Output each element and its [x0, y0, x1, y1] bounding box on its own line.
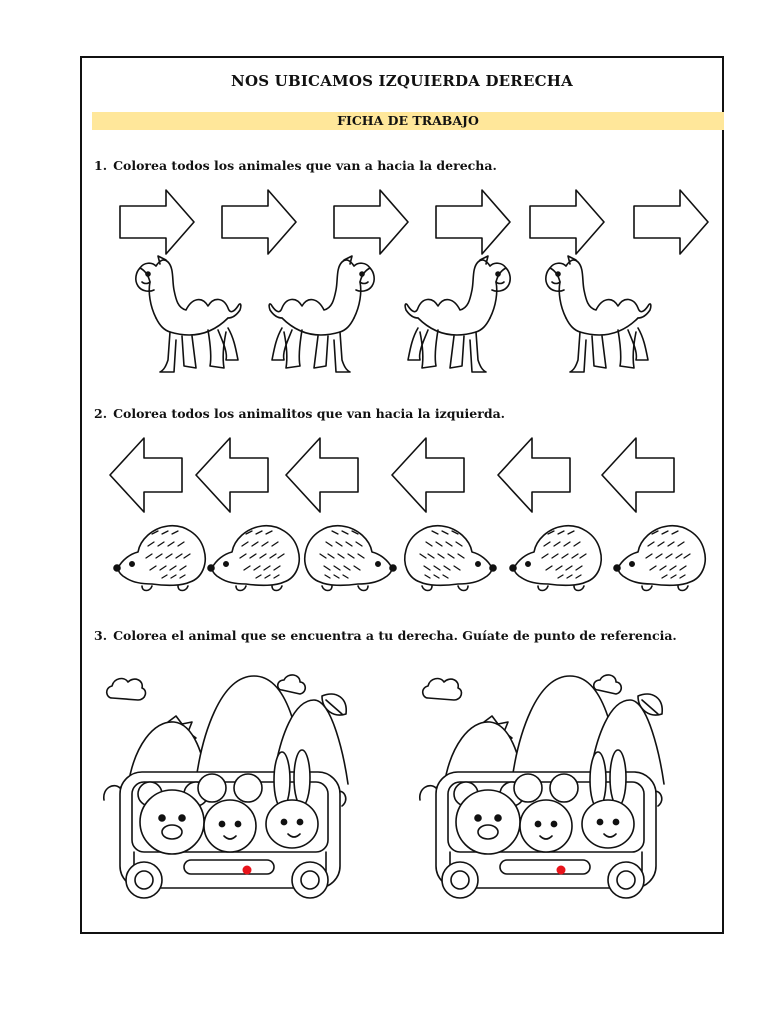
left-arrow-icon	[196, 438, 268, 512]
question-1-number: 1.	[94, 158, 108, 173]
hedgehog-icon	[510, 526, 601, 591]
hedgehog-icon	[305, 526, 396, 591]
right-arrow-icon	[222, 190, 296, 254]
camel-icon	[269, 256, 374, 372]
question-3-number: 3.	[94, 628, 108, 643]
question-3-text: Colorea el animal que se encuentra a tu derecha. Guíate de punto de referencia.	[113, 628, 677, 643]
right-arrow-icon	[530, 190, 604, 254]
right-arrow-icon	[436, 190, 510, 254]
bus-scene-right	[420, 675, 664, 898]
camel-icon	[405, 256, 510, 372]
question-2-text: Colorea todos los animalitos que van hacia la izquierda.	[113, 406, 506, 421]
left-arrow-icon	[286, 438, 358, 512]
bus-scene-left	[104, 675, 348, 898]
camel-icon	[546, 256, 651, 372]
right-arrow-icon	[120, 190, 194, 254]
camel-icon	[136, 256, 241, 372]
hedgehog-icon	[114, 526, 205, 591]
question-2-number: 2.	[94, 406, 108, 421]
left-arrow-icon	[602, 438, 674, 512]
hedgehog-icon	[614, 526, 705, 591]
reference-dot	[243, 866, 252, 875]
right-arrow-icon	[634, 190, 708, 254]
page-title: NOS UBICAMOS IZQUIERDA DERECHA	[231, 72, 573, 90]
left-arrow-icon	[392, 438, 464, 512]
left-arrow-icon	[110, 438, 182, 512]
right-arrow-icon	[334, 190, 408, 254]
hedgehog-icon	[405, 526, 496, 591]
reference-dot	[557, 866, 566, 875]
question-1-text: Colorea todos los animales que van a hacia la derecha.	[113, 158, 497, 173]
hedgehog-icon	[208, 526, 299, 591]
worksheet-banner: FICHA DE TRABAJO	[92, 112, 724, 130]
left-arrow-icon	[498, 438, 570, 512]
